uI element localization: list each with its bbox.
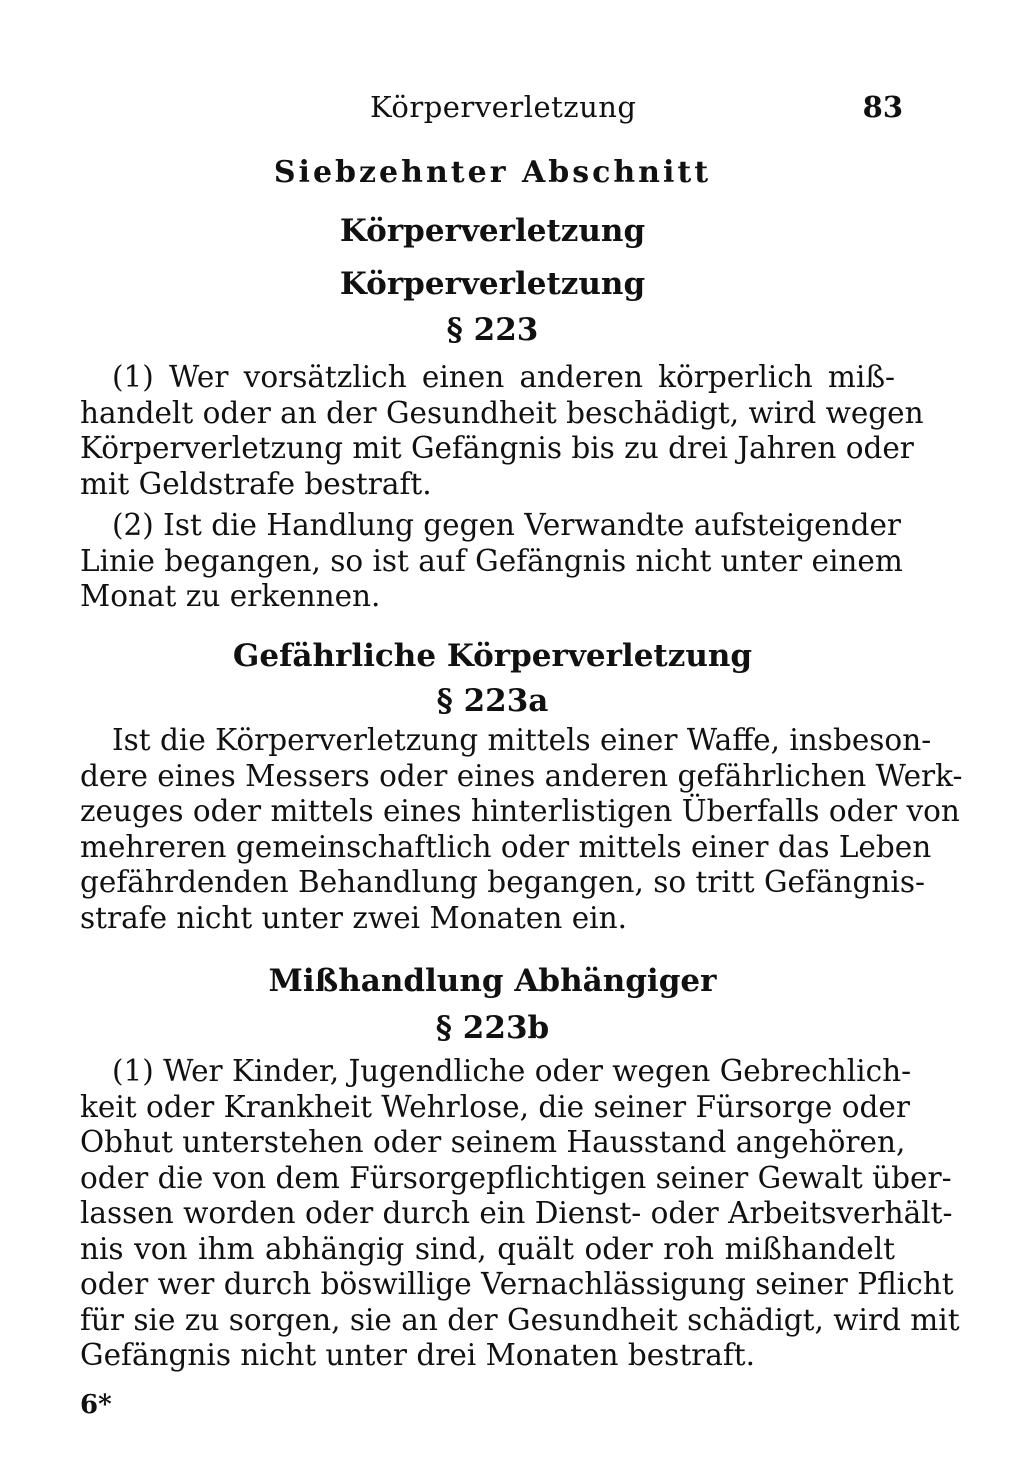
text-line: gefährdenden Behandlung begangen, so tritt Gefängnis- — [80, 865, 925, 899]
paragraph-223-number: § 223 — [446, 312, 539, 348]
text-line: dere eines Messers oder eines anderen gefährlichen Werk- — [80, 758, 963, 793]
paragraph-223b-title: Mißhandlung Abhängiger — [268, 963, 717, 999]
text-line: oder die von dem Fürsorgepflichtigen seiner Gewalt über- — [80, 1160, 952, 1195]
running-head — [80, 90, 905, 130]
paragraph-223b-number: § 223b — [435, 1010, 550, 1046]
text-line: (1) Wer vorsätzlich einen anderen körperlich miß- — [112, 360, 895, 394]
text-line: (1) Wer Kinder, Jugendliche oder wegen Gebrechlich- — [112, 1054, 912, 1088]
text-line: keit oder Krankheit Wehrlose, die seiner Fürsorge oder — [80, 1089, 910, 1124]
text-line: Obhut unterstehen oder seinem Hausstand angehören, — [80, 1125, 906, 1159]
section-label: Siebzehnter Abschnitt — [273, 155, 712, 190]
running-title: Körperverletzung — [370, 90, 637, 124]
page-number: 83 — [862, 90, 903, 124]
text-line: zeuges oder mittels eines hinterlistigen Überfalls oder von — [80, 794, 960, 828]
paragraph-223-title: Körperverletzung — [339, 266, 646, 302]
paragraph-223a-number: § 223a — [436, 683, 549, 719]
text-line: lassen worden oder durch ein Dienst- oder Arbeitsverhält- — [80, 1196, 953, 1230]
text-line: (2) Ist die Handlung gegen Verwandte aufsteigender — [112, 508, 902, 542]
text-line: nis von ihm abhängig sind, quält oder roh mißhandelt — [80, 1231, 895, 1266]
text-line: Ist die Körperverletzung mittels einer Waffe, insbeson- — [112, 723, 932, 757]
text-line: mit Geldstrafe bestraft. — [80, 466, 432, 501]
paragraph-223b-section-1 — [80, 1054, 960, 1374]
text-line: Linie begangen, so ist auf Gefängnis nicht unter einem — [80, 543, 903, 578]
text-line: Gefängnis nicht unter drei Monaten bestraft. — [80, 1338, 756, 1372]
paragraph-223a-text — [80, 723, 963, 936]
text-line: mehreren gemeinschaftlich oder mittels einer das Leben — [80, 829, 932, 864]
section-title: Körperverletzung — [339, 213, 646, 249]
text-line: für sie zu sorgen, sie an der Gesundheit schädigt, wird mit — [80, 1302, 960, 1337]
text-line: Körperverletzung mit Gefängnis bis zu drei Jahren oder — [80, 431, 914, 465]
paragraph-223a-title: Gefährliche Körperverletzung — [232, 638, 753, 674]
text-line: strafe nicht unter zwei Monaten ein. — [80, 900, 627, 935]
paragraph-223-section-1 — [80, 360, 924, 502]
text-line: handelt oder an der Gesundheit beschädigt, wird wegen — [80, 395, 924, 430]
signature-mark: 6* — [80, 1390, 112, 1420]
text-line: Monat zu erkennen. — [80, 579, 381, 613]
text-line: oder wer durch böswillige Vernachlässigung seiner Pflicht — [80, 1267, 954, 1301]
paragraph-223-section-2 — [80, 508, 903, 615]
